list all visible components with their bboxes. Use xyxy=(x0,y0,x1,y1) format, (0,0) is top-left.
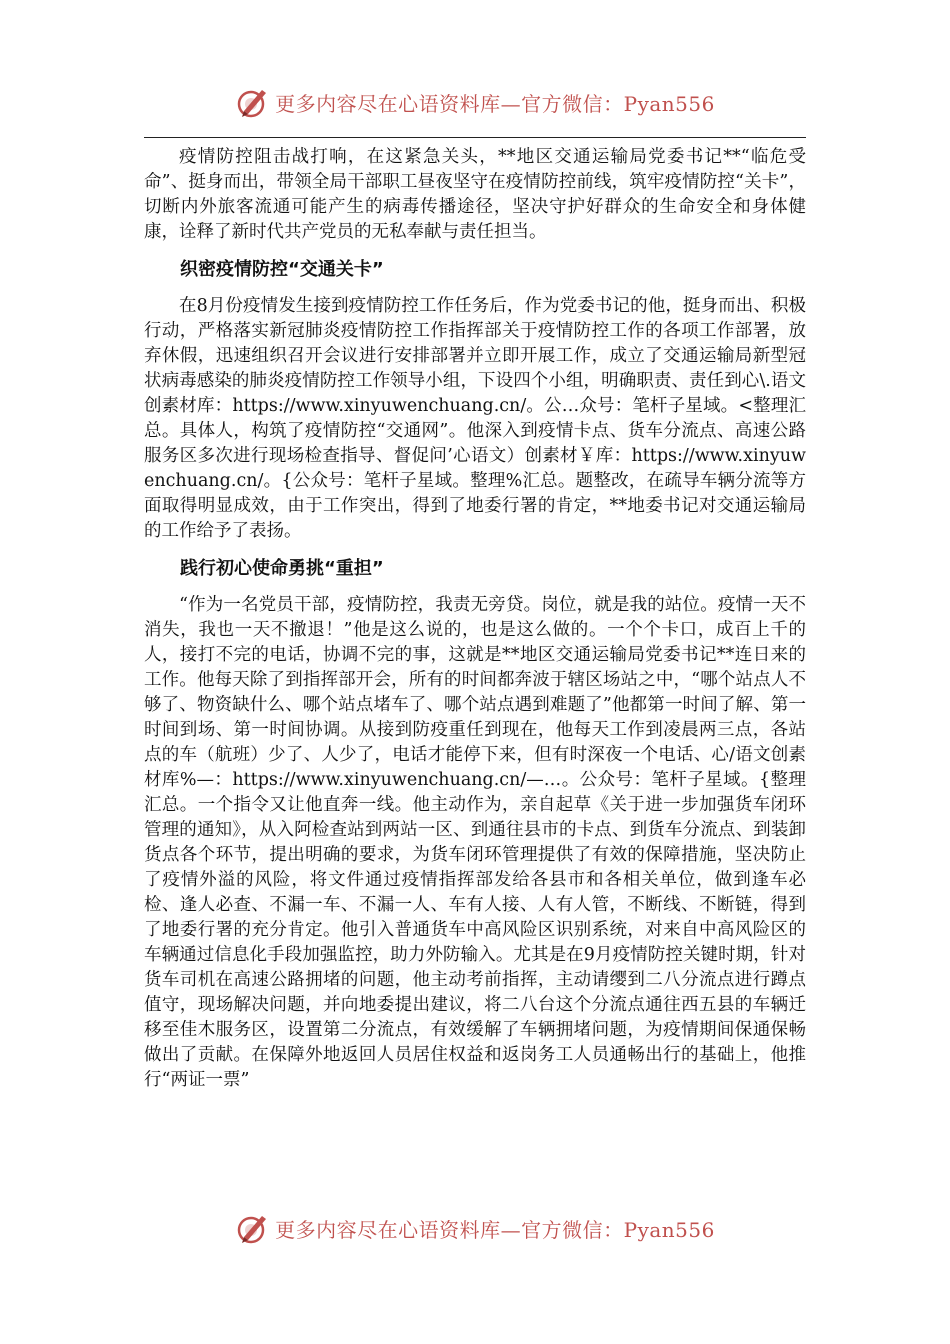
footer-banner xyxy=(0,1208,950,1248)
section-heading-2: 践行初心使命勇挑“重担” xyxy=(180,558,384,579)
header-banner xyxy=(0,82,950,122)
article-body xyxy=(144,145,806,1093)
section-heading-1: 织密疫情防控“交通关卡” xyxy=(180,259,384,280)
pen-logo-icon xyxy=(235,1210,271,1246)
section-2-paragraph: “作为一名党员干部，疫情防控，我责无旁贷。岗位，就是我的站位。疫情一天不消失，我也一天不撤退！”他是这么说的，也是这么做的。一个个卡口，成百上千的人，接打不完的电话，协调不完的事，这就是**地区交通运输局党委书记**连日来的工作。他每天除了到指挥部开会，所有的时间都奔波于辖区场站之中，“哪个站点人不够了、物资缺什么、哪个站点堵车了、哪个站点遇到难题了”他都第一时间了解、第一时间到场、第一时间协调。从接到防疫重任到现在，他每天工作到凌晨两三点，各站点的车（航班）少了、人少了，电话才能停下来，但有时深夜一个电话、心/语文创素材库%—：https://www.xinyuwenchuang.cn/—…。公众号：笔杆子星域。{整理汇总。一个指令又让他直奔一线。他主动作为，亲自起草《关于进一步加强货车闭环管理的通知》，从入阿检查站到两站一区、到通往县市的卡点、到货车分流点、到装卸货点各个环节，提出明确的要求，为货车闭环管理提供了有效的保障措施，坚决防止了疫情外溢的风险，将文件通过疫情指挥部发给各县市和各相关单位，做到逢车必检、逢人必查、不漏一车、不漏一人、车有人接、人有人管，不断线、不断链，得到了地委行署的充分肯定。他引入普通货车中高风险区识别系统，对来自中高风险区的车辆通过信息化手段加强监控，助力外防输入。尤其是在9月疫情防控关键时期，针对货车司机在高速公路拥堵的问题，他主动考前指挥，主动请缨到二八分流点进行蹲点值守，现场解决问题，并向地委提出建议，将二八台这个分流点通往西五县的车辆迁移至佳木服务区，设置第二分流点，有效缓解了车辆拥堵问题，为疫情期间保通保畅做出了贡献。在保障外地返回人员居住权益和返岗务工人员通畅出行的基础上，他推行“两证一票” xyxy=(144,595,806,1090)
pen-logo-icon xyxy=(235,84,271,120)
header-banner-text: 更多内容尽在心语资料库—官方微信：Pyan556 xyxy=(275,91,715,116)
header-divider xyxy=(144,137,806,138)
footer-banner-text: 更多内容尽在心语资料库—官方微信：Pyan556 xyxy=(275,1217,715,1242)
section-1-paragraph: 在8月份疫情发生接到疫情防控工作任务后，作为党委书记的他，挺身而出、积极行动，严格落实新冠肺炎疫情防控工作指挥部关于疫情防控工作的各项工作部署，放弃休假，迅速组织召开会议进行安排部署并立即开展工作，成立了交通运输局新型冠状病毒感染的肺炎疫情防控工作领导小组，下设四个小组，明确职责、责任到心\.语文创素材库：https://www.xinyuwenchuang.cn/。公…众号：笔杆子星域。<整理汇总。具体人，构筑了疫情防控“交通网”。他深入到疫情卡点、货车分流点、高速公路服务区多次进行现场检查指导、督促问’心语文）创素材￥库：https://www.xinyuwenchuang.cn/。{公众号：笔杆子星域。整理%汇总。题整改，在疏导车辆分流等方面取得明显成效，由于工作突出，得到了地委行署的肯定，**地委书记对交通运输局的工作给予了表扬。 xyxy=(144,296,806,541)
intro-paragraph: 疫情防控阻击战打响，在这紧急关头，**地区交通运输局党委书记**“临危受命”、挺身而出，带领全局干部职工昼夜坚守在疫情防控前线，筑牢疫情防控“关卡”，切断内外旅客流通可能产生的病毒传播途径，坚决守护好群众的生命安全和身体健康，诠释了新时代共产党员的无私奉献与责任担当。 xyxy=(144,147,806,242)
